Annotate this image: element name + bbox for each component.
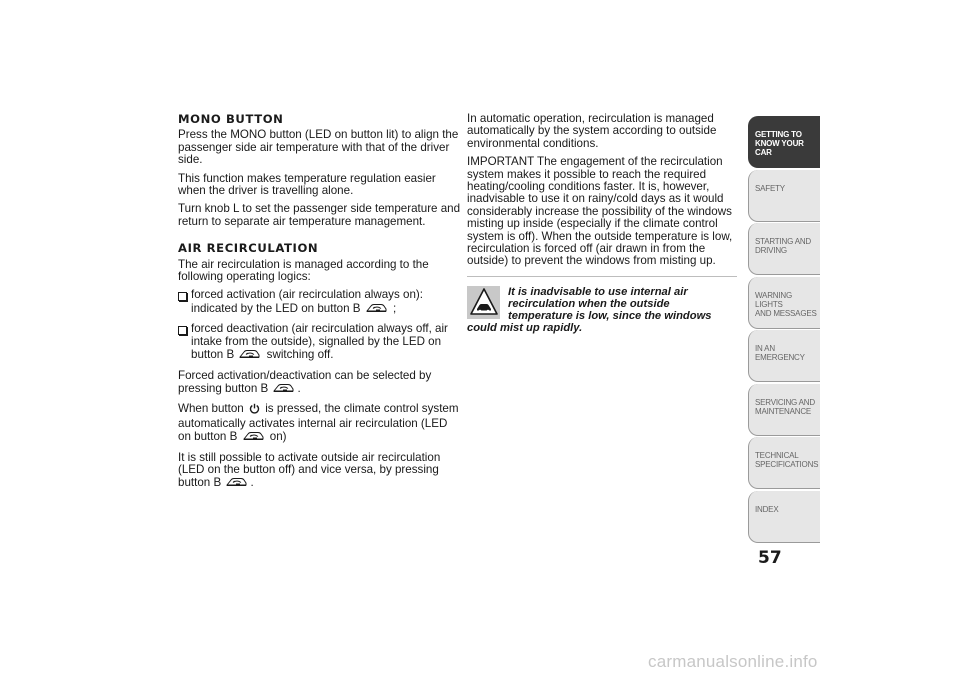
mono-paragraph-1: Press the MONO button (LED on button lit) to align the passenger side air temperature with that of the driver side. bbox=[178, 128, 459, 167]
bullet1-suffix: ; bbox=[392, 301, 397, 315]
forced-text: Forced activation/deactivation can be selected by pressing button B bbox=[178, 368, 432, 395]
tab-in-an-emergency[interactable]: IN AN EMERGENCY bbox=[748, 330, 820, 382]
bullet-box bbox=[178, 326, 187, 335]
when-text: When button bbox=[178, 402, 244, 416]
bullet2-text: forced deactivation (air recirculation always off, air intake from the outside), signalled by the LED on button B bbox=[191, 322, 448, 362]
when-paragraph bbox=[178, 403, 461, 445]
still-text: It is still possible to activate outside air recirculation (LED on the button off) and vice versa, by pressing button B bbox=[178, 450, 441, 490]
recirculation-icon bbox=[365, 302, 389, 317]
still-paragraph bbox=[178, 452, 461, 492]
bullet-forced-activation bbox=[178, 289, 461, 317]
recirculation-icon bbox=[238, 348, 262, 363]
tab-getting-to-know-your-car[interactable]: GETTING TO KNOW YOUR CAR bbox=[748, 116, 820, 168]
tab-index[interactable]: INDEX bbox=[748, 491, 820, 543]
bullet-box bbox=[178, 292, 187, 301]
bullet2-suffix: switching off. bbox=[266, 348, 334, 362]
tab-warning-lights-and-messages[interactable]: WARNING LIGHTS AND MESSAGES bbox=[748, 277, 820, 329]
mono-heading: MONO BUTTON bbox=[178, 112, 284, 126]
air-paragraph-1: The air recirculation is managed according to the following operating logics: bbox=[178, 257, 429, 284]
recirculation-icon bbox=[225, 476, 249, 491]
forced-paragraph bbox=[178, 370, 461, 398]
tab-technical-specifications[interactable]: TECHNICAL SPECIFICATIONS bbox=[748, 437, 820, 489]
divider bbox=[467, 276, 737, 277]
when-text-2: is pressed, the climate control system automatically activates internal air recirculation (LED on button B bbox=[178, 402, 459, 444]
chapter-tabs bbox=[748, 116, 820, 544]
when-suffix: on) bbox=[269, 430, 287, 444]
air-recirculation-heading: AIR RECIRCULATION bbox=[178, 241, 319, 256]
warning-note bbox=[467, 286, 737, 334]
page-number: 57 bbox=[758, 548, 782, 568]
warning-text: It is inadvisable to use internal air recirculation when the outside temperature is low, since the windows bbox=[508, 285, 712, 322]
mono-paragraph-3: Turn knob L to set the passenger side temperature and return to separate air temperature management. bbox=[178, 202, 461, 228]
left-column bbox=[178, 113, 461, 498]
recirculation-icon bbox=[272, 382, 296, 397]
tab-servicing-and-maintenance[interactable]: SERVICING AND MAINTENANCE bbox=[748, 384, 820, 436]
bullet-forced-deactivation bbox=[178, 323, 461, 363]
tab-starting-and-driving[interactable]: STARTING AND DRIVING bbox=[748, 223, 820, 275]
forced-suffix: . bbox=[297, 381, 301, 395]
mono-paragraph-2: This function makes temperature regulation easier when the driver is travelling alone. bbox=[178, 171, 436, 198]
warning-text-rest: could mist up rapidly. bbox=[467, 321, 583, 334]
recirculation-icon bbox=[242, 430, 266, 445]
warning-car-icon bbox=[467, 286, 500, 319]
power-icon bbox=[249, 403, 260, 417]
right-column bbox=[467, 113, 737, 334]
right-paragraph-2: IMPORTANT The engagement of the recirculation system makes it possible to reach the required heating/cooling conditions faster. It is, however, inadvisable to use it on rainy/cold days as it would considerably increase the possibility of the windows misting up inside (especially if the climate control system is off). When the outside temperature is low, recirculation is forced off (air drawn in from the outside) to prevent the windows from misting up. bbox=[467, 155, 733, 268]
right-paragraph-1: In automatic operation, recirculation is managed automatically by the system according to outside environmental conditions. bbox=[467, 112, 717, 150]
watermark: carmanualsonline.info bbox=[648, 652, 818, 671]
still-suffix: . bbox=[250, 476, 254, 490]
tab-safety[interactable]: SAFETY bbox=[748, 170, 820, 222]
bullet1-text: forced activation (air recirculation always on): indicated by the LED on button B bbox=[191, 288, 423, 315]
